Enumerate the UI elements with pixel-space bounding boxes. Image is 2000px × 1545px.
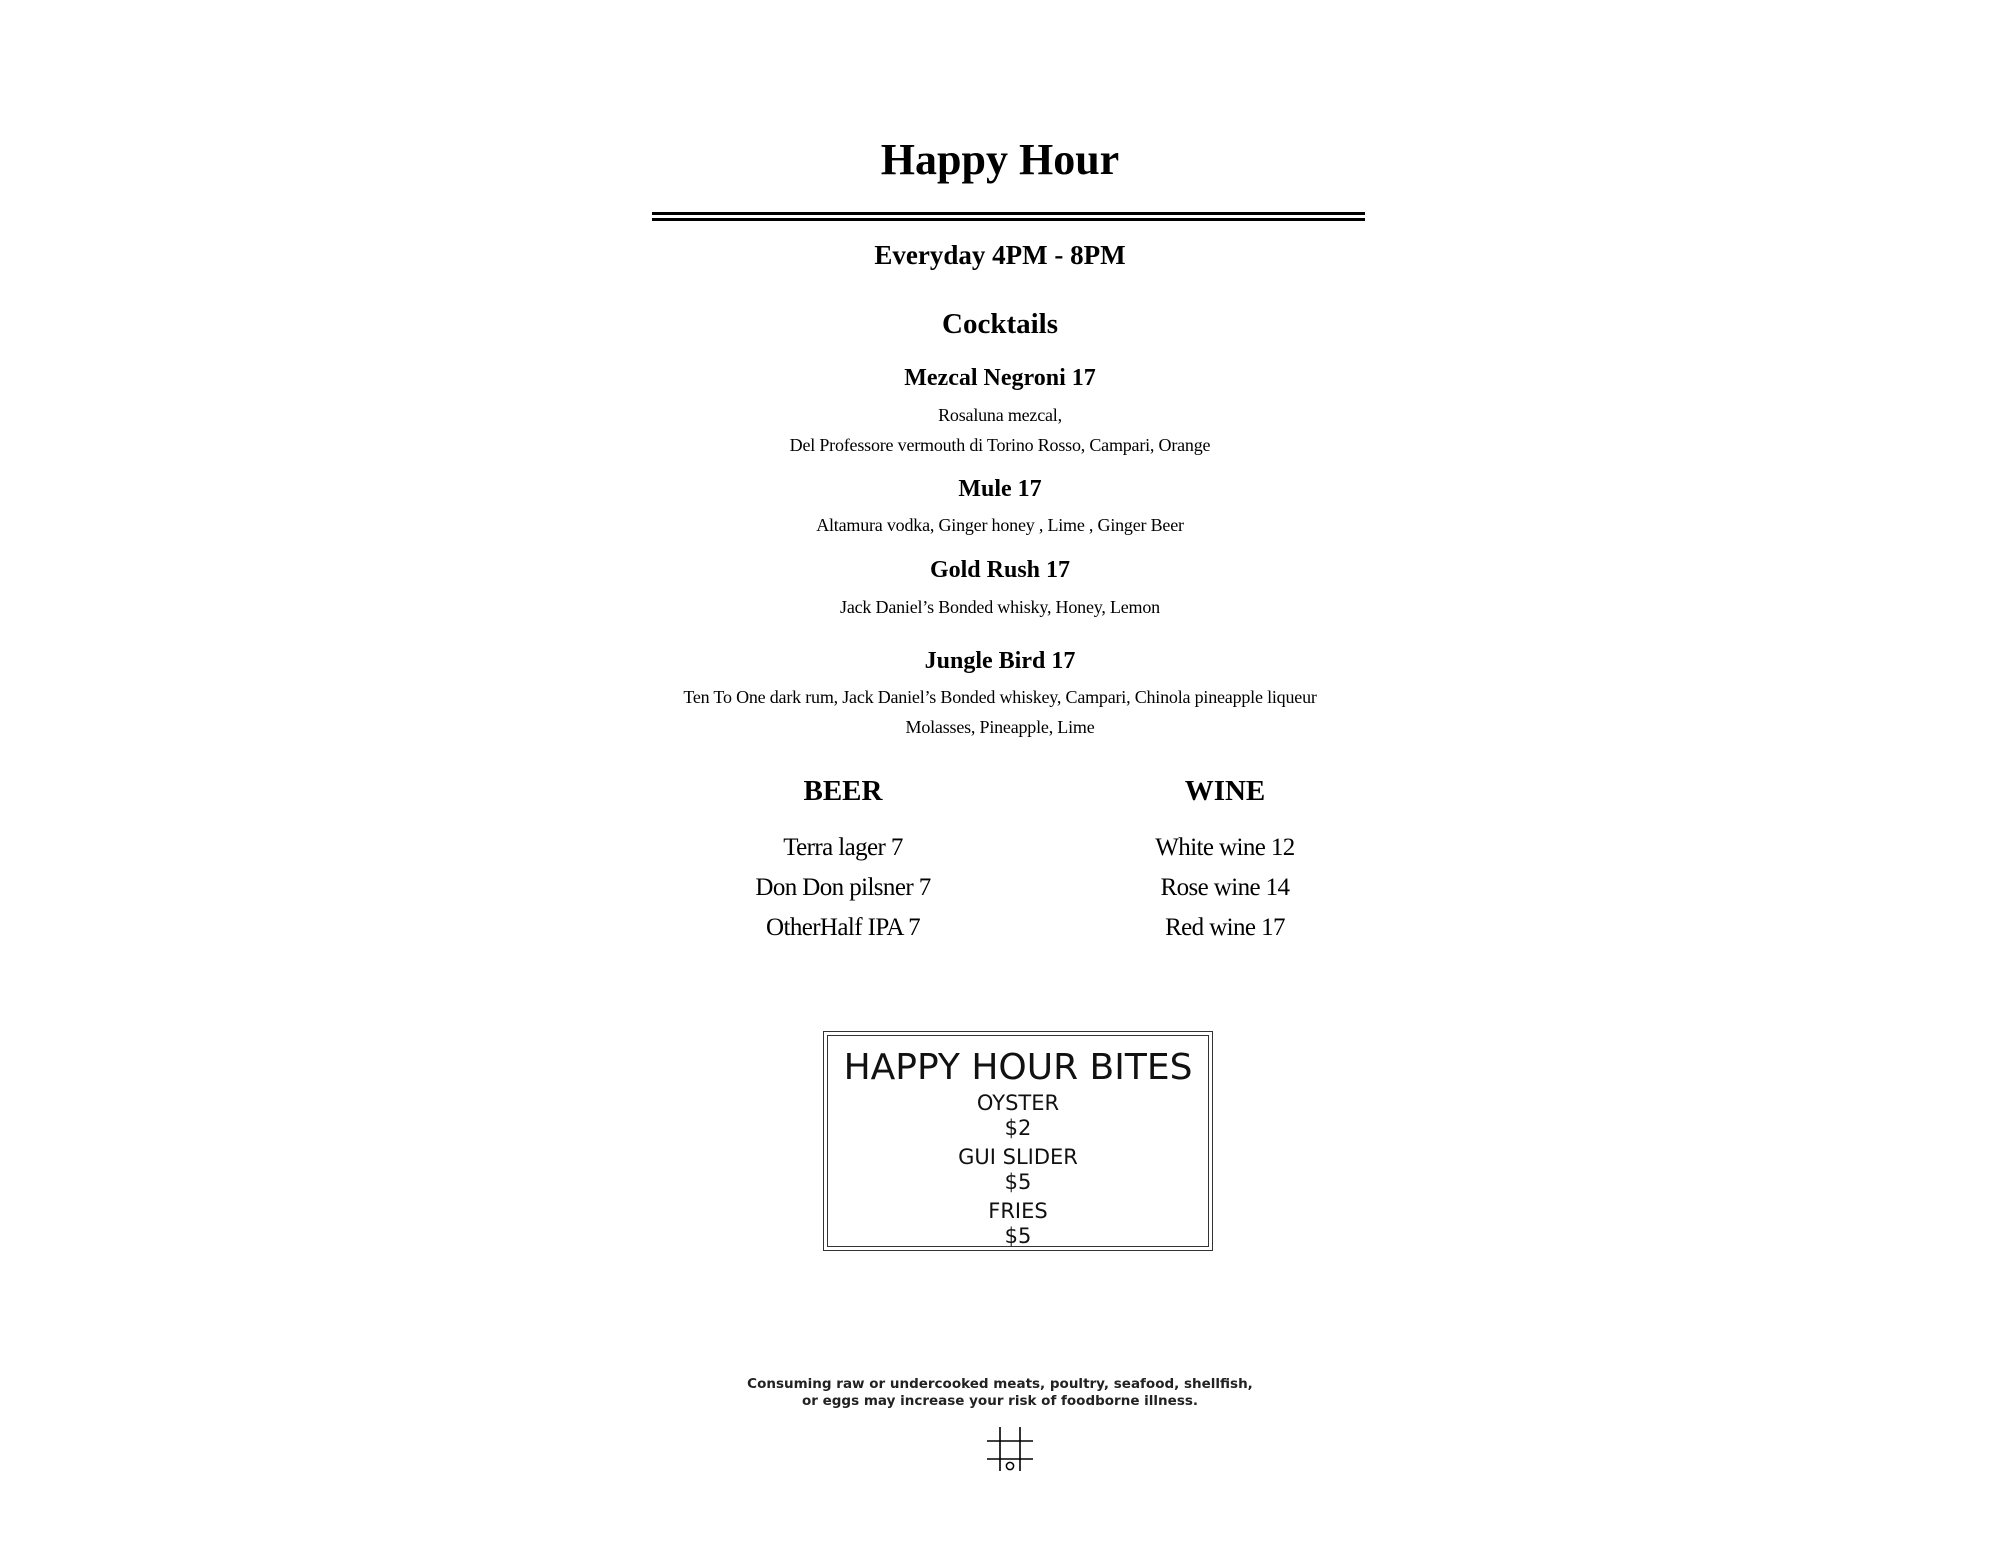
cocktail-desc-line: Rosaluna mezcal, xyxy=(938,405,1062,425)
beer-item: Don Don pilsner 7 xyxy=(755,874,931,901)
wine-item: White wine 12 xyxy=(1155,834,1295,861)
bite-name-oyster: OYSTER xyxy=(976,1091,1060,1115)
happy-hour-bites-box xyxy=(823,1031,1213,1251)
wine-item: Rose wine 14 xyxy=(1160,874,1290,901)
happy-hour-bites-inner-frame xyxy=(827,1035,1209,1247)
cocktail-desc-line: Jack Daniel’s Bonded whisky, Honey, Lemon xyxy=(840,597,1160,617)
cocktail-desc-line: Molasses, Pineapple, Lime xyxy=(905,717,1095,737)
beer-heading: BEER xyxy=(803,775,883,807)
beer-list xyxy=(643,828,1043,948)
cocktail-name-mezcal-negroni: Mezcal Negroni 17 xyxy=(904,365,1096,391)
wine-list xyxy=(1025,828,1425,948)
bite-name-gui-slider: GUI SLIDER xyxy=(958,1145,1078,1169)
wine-item: Red wine 17 xyxy=(1165,914,1285,941)
cocktail-desc-line: Del Professore vermouth di Torino Rosso, Campari, Orange xyxy=(789,435,1211,455)
beer-item: OtherHalf IPA 7 xyxy=(766,914,920,941)
cocktails-heading: Cocktails xyxy=(942,308,1058,340)
title-double-rule xyxy=(652,212,1365,221)
cocktail-name-gold-rush: Gold Rush 17 xyxy=(929,557,1071,583)
food-safety-disclaimer xyxy=(0,1376,2000,1410)
bite-price: $2 xyxy=(1004,1116,1032,1140)
cocktail-desc-line: Ten To One dark rum, Jack Daniel’s Bonded whiskey, Campari, Chinola pineapple liqueur xyxy=(683,687,1317,707)
disclaimer-line: or eggs may increase your risk of foodborne illness. xyxy=(801,1393,1199,1409)
happy-hour-times: Everyday 4PM - 8PM xyxy=(874,240,1126,270)
beer-item: Terra lager 7 xyxy=(783,834,903,861)
disclaimer-line: Consuming raw or undercooked meats, poultry, seafood, shellfish, xyxy=(747,1376,1253,1392)
cocktail-name-jungle-bird: Jungle Bird 17 xyxy=(924,648,1076,674)
page-title: Happy Hour xyxy=(880,135,1120,184)
cocktail-desc-line: Altamura vodka, Ginger honey , Lime , Ginger Beer xyxy=(816,515,1184,535)
bites-title: HAPPY HOUR BITES xyxy=(843,1047,1193,1088)
bite-price: $5 xyxy=(1004,1224,1032,1248)
wine-heading: WINE xyxy=(1184,775,1266,807)
hashtag-o-logo-icon xyxy=(986,1425,1034,1473)
cocktail-name-mule: Mule 17 xyxy=(958,476,1042,502)
bite-price: $5 xyxy=(1004,1170,1032,1194)
bite-name-fries: FRIES xyxy=(988,1199,1048,1223)
